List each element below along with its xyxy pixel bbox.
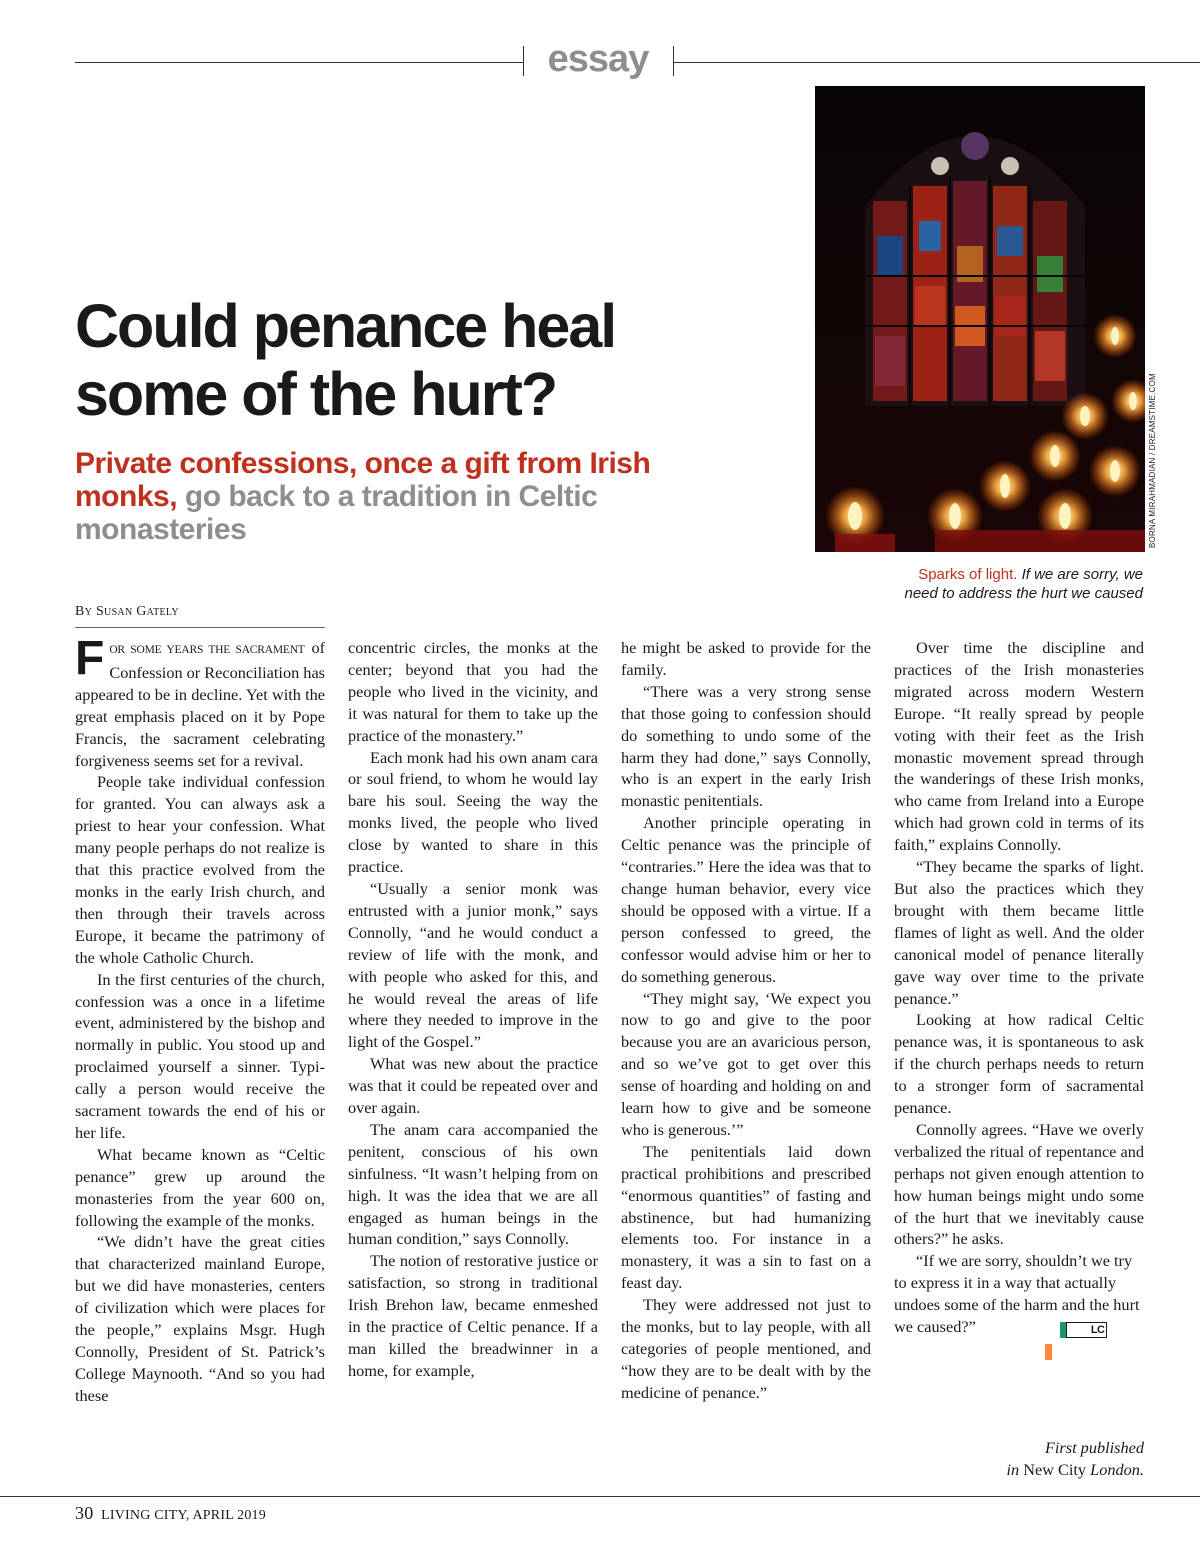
credit-line-2 (894, 1459, 1144, 1481)
subheadline-red: Private confessions, once a gift from Irish monks, (75, 447, 651, 513)
subheadline-gray: go back to a tradition in Celtic monasteries (75, 480, 598, 546)
page-number: 30 (75, 1503, 94, 1523)
paragraph: he might be asked to provide for the family. (621, 638, 871, 679)
section-label: essay (547, 38, 649, 80)
credit-publication: New City (1023, 1460, 1087, 1479)
headline: Could penance heal some of the hurt? (75, 292, 616, 428)
publication-line: LIVING CITY, APRIL 2019 (101, 1508, 266, 1523)
paragraph: concentric circles, the monks at the center; beyond that you had the people who lived in the vicinity, and it was natural for them to take up the practice of the monastery.” (348, 638, 598, 745)
paragraph: They were addressed not just to the monks, but to lay people, with all categories of people mentioned, and “how they are to be dealt with by the medicine of penance.” (621, 1295, 871, 1402)
credit-in: in (1006, 1460, 1020, 1479)
paragraph: “There was a very strong sense that those going to confession should do something to undo some of the harm they had done,” says Connolly, who is an expert in the early Irish monastic penitentials. (621, 681, 871, 811)
drop-cap: F (75, 632, 105, 685)
first-paragraph-text: of Confession or Reconciliation has appeared to be in decline. Yet with the great emphasis placed on it by Pope Francis, the sacrament celebrating forgiveness seems set for a revival. (75, 638, 326, 770)
credit-line-1: First published (1044, 1438, 1144, 1457)
paragraph: Each monk had his own anam cara or soul friend, to whom he would lay bare his soul. Seeing the way the monks lived, the people who lived close by wanted to share in this practice. (348, 747, 598, 877)
credit-city: London. (1090, 1460, 1144, 1479)
caption-lead: Sparks of light. (918, 566, 1018, 583)
paragraph: Looking at how radical Celtic penance was, it is spontaneous to ask if the church perhaps needs to return to a stronger form of sacramental penance. (894, 1010, 1144, 1118)
paragraph: Another principle operating in Celtic penance was the principle of “contraries.” Here the idea was that to change human behavior, every vice should be opposed with a virtue. If a person confessed to greed, the confessor would advise him or her to do something generous. (621, 813, 871, 986)
column-4 (894, 637, 1144, 1339)
paragraph: The anam cara accompanied the penitent, conscious of his own sinfulness. “It wasn’t helping from on high. It was the idea that we are all engaged as human beings in the human condition,” says Connolly. (348, 1119, 598, 1249)
paragraph: “They might say, ‘We expect you now to go and give to the poor because you are an avaricious person, and so we’ve got to get over this sense of hoarding and holding on and learn how to give and be someone who is generous.’” (621, 988, 871, 1139)
header-divider-left (523, 46, 524, 76)
column-3 (621, 637, 871, 1404)
last-paragraph-text: “If we are sorry, shouldn’t we try to express it in a way that actually undoes some of the harm and the hurt we caused?” (894, 1251, 1140, 1337)
lc-logo-icon: LC (1066, 1322, 1108, 1338)
footer-rule (0, 1496, 1200, 1497)
paragraph: In the first centuries of the church, confession was a once in a lifetime event, administered by the bishop and normally in public. You stood up and proclaimed yourself a sinner. Typically a person would receive the sacrament towards the end of his or her life. (75, 969, 325, 1142)
subheadline (75, 447, 695, 546)
paragraph: The notion of restorative justice or satisfaction, so strong in traditional Irish Brehon law, became enmeshed in the practice of Celtic penance. If a man killed the breadwinner in a home, for example, (348, 1251, 598, 1380)
photo-credit: BORNA MIRAHMADIAN / DREAMSTIME.COM (1148, 373, 1157, 548)
column-1 (75, 632, 326, 1407)
paragraph: What became known as “Celtic penance” grew up around the monasteries from the year 600 on, following the example of the monks. (75, 1144, 325, 1230)
byline: By Susan Gately (75, 604, 179, 619)
paragraph: What was new about the practice was that it could be repeated over and over again. (348, 1054, 598, 1118)
paragraph: Connolly agrees. “Have we overly verbalized the ritual of repentance and perhaps not given enough attention to how human beings might undo some of the hurt that we inevitably cause others?” he asks. (894, 1119, 1144, 1249)
paragraph: “They became the sparks of light. But also the practices which they brought with them became little flames of light as well. And the older canonical model of penance literally gave way over time to the private penance.” (894, 857, 1144, 1008)
paragraph: People take individual confession for granted. You can always ask a priest to hear your confession. What many people perhaps do not realize is that this practice evolved from the monks in the early Irish church, and then through their travels across Europe, it became the patrimony of the whole Catholic Church. (75, 772, 325, 967)
paragraph: Over time the discipline and practices of the Irish monasteries migrated across modern Western Europe. “It really spread by people voting with their feet as the Irish monastic movement spread through the wanderings of these Irish monks, who came from Ireland into a Europe which had grown cold in terms of its faith,” explains Connolly. (894, 638, 1144, 855)
paragraph: “Usually a senior monk was entrusted with a junior monk,” says Connolly, “and he would conduct a review of life with the monk, and with people who asked for this, and he would reveal the areas of life where they needed to improve in the light of the Gospel.” (348, 878, 598, 1052)
stained-glass-candles-photo (815, 86, 1145, 552)
byline-rule (75, 627, 325, 628)
last-paragraph (894, 1250, 1144, 1339)
paragraph: The penitentials laid down practical prohibitions and prescribed “enormous quantities” of fasting and abstinence, but had humanizing elements too. For instance in a monastery, it was a sin to fast on a feast day. (621, 1141, 871, 1293)
caption-text: If we are sorry, we need to address the hurt we caused (904, 566, 1143, 602)
photo-caption (900, 565, 1143, 603)
irish-flag-icon (1038, 1322, 1060, 1338)
paragraph: “We didn’t have the great cities that characterized mainland Europe, but we did have monasteries, centers of civilization which were places for the people,” explains Msgr. Hugh Connolly, President of St. Patrick’s College Maynooth. “And so you had these (75, 1232, 325, 1405)
first-paragraph-smallcaps: OR SOME YEARS THE SACRAMENT (109, 644, 305, 656)
page-footer (75, 1503, 266, 1524)
column-2 (348, 637, 598, 1382)
header-rule-right (673, 62, 1200, 63)
first-published-credit (894, 1437, 1144, 1481)
end-marks (1016, 1317, 1108, 1339)
header-rule-left (75, 62, 523, 63)
first-paragraph (75, 632, 326, 771)
header-divider-right (673, 46, 674, 76)
